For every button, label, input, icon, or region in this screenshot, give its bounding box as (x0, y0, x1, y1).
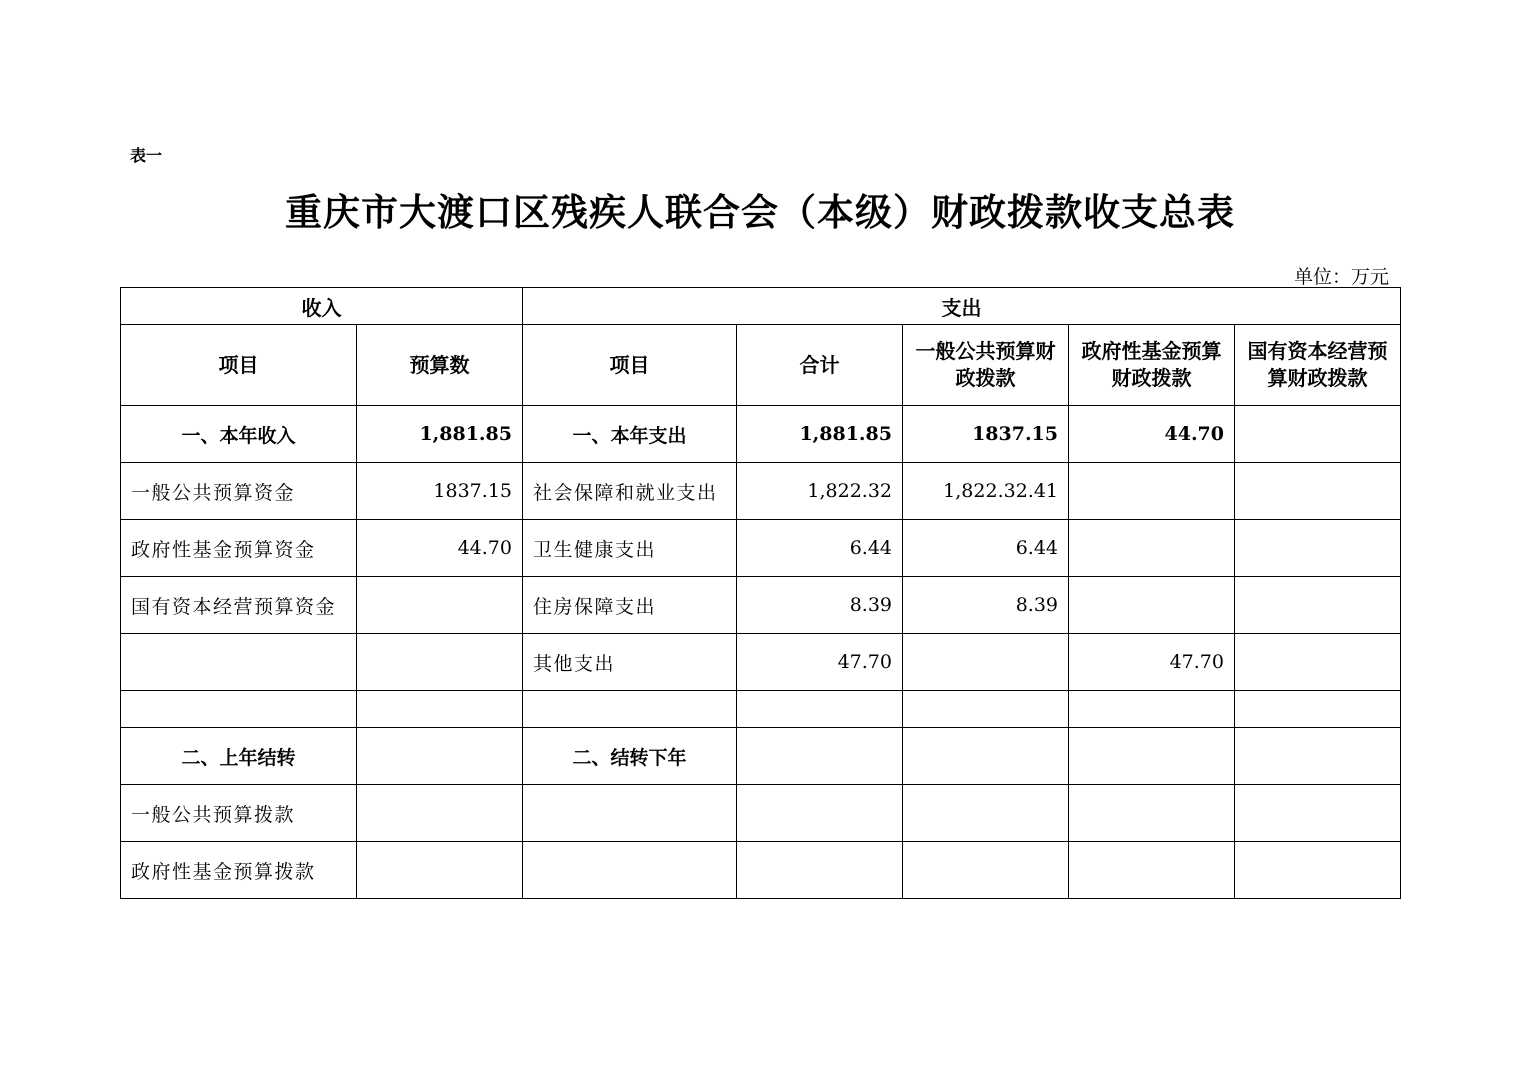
cell-fund (1069, 728, 1235, 785)
cell-total (737, 691, 903, 728)
cell-income-item: 国有资本经营预算资金 (121, 577, 357, 634)
cell-fund (1069, 577, 1235, 634)
table-row (121, 406, 1401, 463)
cell-expense-item: 社会保障和就业支出 (523, 463, 737, 520)
cell-income-item: 一、本年收入 (121, 406, 357, 463)
table-row (121, 577, 1401, 634)
cell-income-budget (357, 785, 523, 842)
col-state: 国有资本经营预算财政拨款 (1235, 325, 1401, 406)
cell-expense-item: 其他支出 (523, 634, 737, 691)
cell-expense-item: 住房保障支出 (523, 577, 737, 634)
table-row (121, 634, 1401, 691)
section-header-row (121, 288, 1401, 325)
cell-total: 47.70 (737, 634, 903, 691)
budget-table (120, 287, 1401, 899)
cell-fund: 44.70 (1069, 406, 1235, 463)
cell-income-budget (357, 728, 523, 785)
column-header-row (121, 325, 1401, 406)
cell-general: 1,822.32.41 (903, 463, 1069, 520)
cell-income-item: 一般公共预算资金 (121, 463, 357, 520)
cell-general: 6.44 (903, 520, 1069, 577)
cell-total (737, 842, 903, 899)
cell-income-budget: 1837.15 (357, 463, 523, 520)
cell-expense-item (523, 842, 737, 899)
col-total: 合计 (737, 325, 903, 406)
cell-income-item (121, 691, 357, 728)
col-general: 一般公共预算财政拨款 (903, 325, 1069, 406)
cell-fund (1069, 842, 1235, 899)
table-row (121, 728, 1401, 785)
unit-label: 单位：万元 (1293, 266, 1389, 288)
cell-state (1235, 406, 1401, 463)
cell-state (1235, 577, 1401, 634)
cell-total (737, 728, 903, 785)
cell-fund (1069, 463, 1235, 520)
cell-general: 1837.15 (903, 406, 1069, 463)
col-income-item: 项目 (121, 325, 357, 406)
cell-fund (1069, 691, 1235, 728)
cell-expense-item: 二、结转下年 (523, 728, 737, 785)
cell-expense-item (523, 691, 737, 728)
table-row (121, 463, 1401, 520)
table-row (121, 520, 1401, 577)
cell-expense-item: 卫生健康支出 (523, 520, 737, 577)
cell-income-budget (357, 634, 523, 691)
page-title: 重庆市大渡口区残疾人联合会（本级）财政拨款收支总表 (285, 190, 1235, 234)
cell-general (903, 728, 1069, 785)
cell-general (903, 634, 1069, 691)
cell-income-item: 一般公共预算拨款 (121, 785, 357, 842)
cell-income-budget: 1,881.85 (357, 406, 523, 463)
cell-income-item (121, 634, 357, 691)
table-row (121, 785, 1401, 842)
expense-section-header: 支出 (523, 288, 1401, 325)
cell-expense-item: 一、本年支出 (523, 406, 737, 463)
col-fund: 政府性基金预算财政拨款 (1069, 325, 1235, 406)
cell-total: 8.39 (737, 577, 903, 634)
income-section-header: 收入 (121, 288, 523, 325)
col-income-budget: 预算数 (357, 325, 523, 406)
table-row (121, 691, 1401, 728)
cell-state (1235, 728, 1401, 785)
cell-state (1235, 691, 1401, 728)
cell-fund (1069, 520, 1235, 577)
col-expense-item: 项目 (523, 325, 737, 406)
cell-general (903, 842, 1069, 899)
cell-income-budget (357, 691, 523, 728)
cell-income-budget (357, 577, 523, 634)
cell-income-item: 政府性基金预算资金 (121, 520, 357, 577)
cell-general (903, 785, 1069, 842)
cell-state (1235, 785, 1401, 842)
cell-fund: 47.70 (1069, 634, 1235, 691)
cell-total: 6.44 (737, 520, 903, 577)
cell-income-budget (357, 842, 523, 899)
cell-general: 8.39 (903, 577, 1069, 634)
cell-general (903, 691, 1069, 728)
cell-total: 1,822.32 (737, 463, 903, 520)
cell-state (1235, 842, 1401, 899)
table-row (121, 842, 1401, 899)
cell-state (1235, 520, 1401, 577)
cell-state (1235, 463, 1401, 520)
cell-income-item: 政府性基金预算拨款 (121, 842, 357, 899)
cell-fund (1069, 785, 1235, 842)
cell-income-item: 二、上年结转 (121, 728, 357, 785)
cell-total: 1,881.85 (737, 406, 903, 463)
table-body (121, 406, 1401, 899)
cell-state (1235, 634, 1401, 691)
cell-expense-item (523, 785, 737, 842)
cell-total (737, 785, 903, 842)
cell-income-budget: 44.70 (357, 520, 523, 577)
table-number: 表一 (130, 146, 163, 165)
